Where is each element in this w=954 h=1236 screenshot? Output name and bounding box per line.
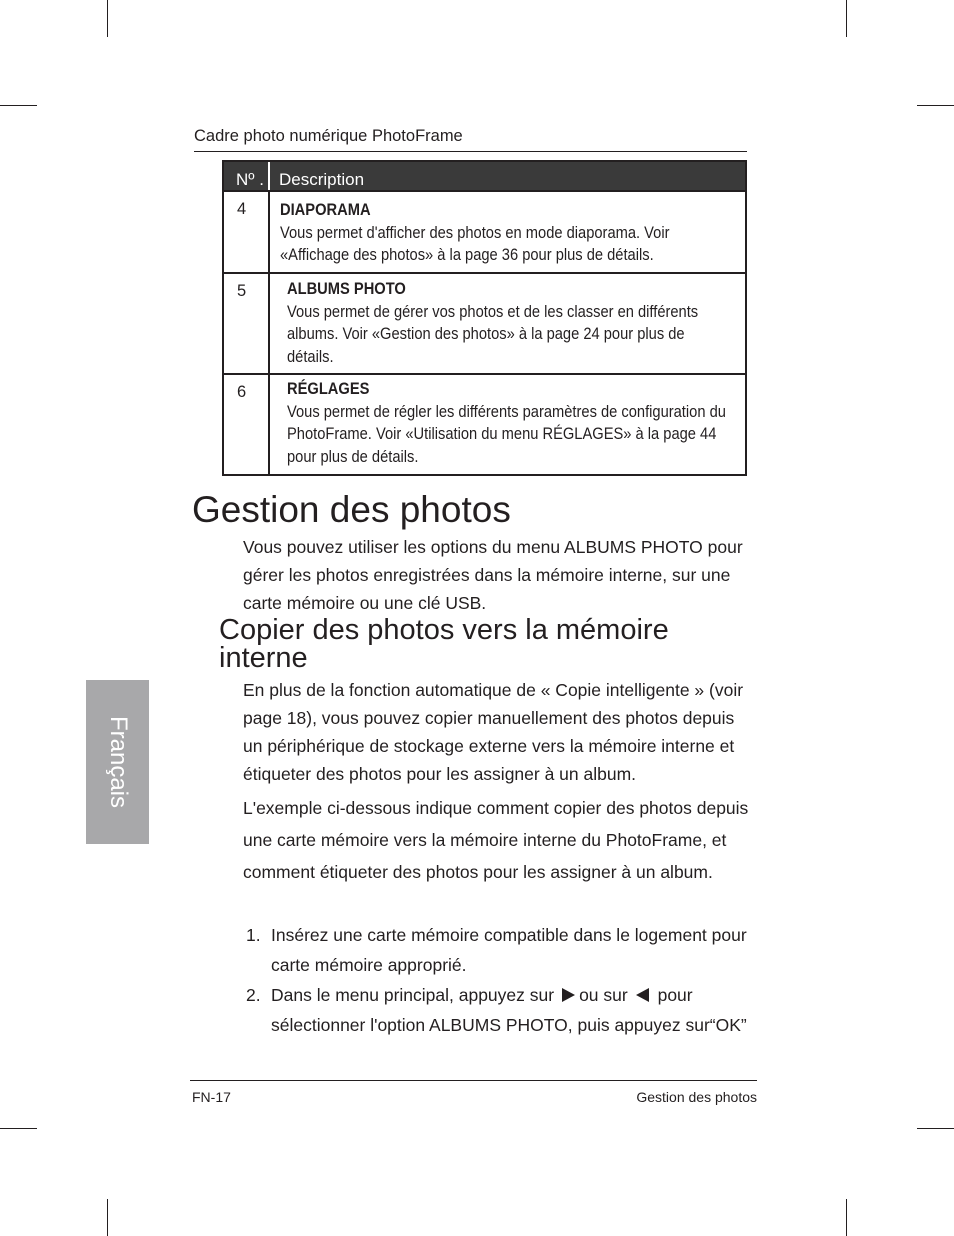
crop-mark <box>107 0 108 37</box>
subsection-title: Copier des photos vers la mémoire interne <box>219 614 669 674</box>
crop-mark <box>846 1199 847 1236</box>
page-number: FN-17 <box>192 1089 231 1105</box>
crop-mark <box>0 1128 37 1129</box>
header-rule <box>194 151 747 152</box>
crop-mark <box>917 1128 954 1129</box>
row-title: RÉGLAGES <box>287 380 370 398</box>
language-side-tab <box>86 680 149 844</box>
running-header: Cadre photo numérique PhotoFrame <box>194 127 463 145</box>
table-row <box>224 192 745 272</box>
table-header <box>224 162 745 192</box>
row-title: DIAPORAMA <box>280 201 371 219</box>
crop-mark <box>846 0 847 37</box>
row-description <box>287 278 732 368</box>
list-item <box>243 920 753 980</box>
list-item <box>243 980 753 1040</box>
footer-section: Gestion des photos <box>636 1089 757 1105</box>
row-number: 5 <box>237 282 247 300</box>
section-intro: Vous pouvez utiliser les options du menu ALBUMS PHOTO pour gérer les photos enregistrées dans la mémoire interne, sur une carte mémoire ou une clé USB. <box>243 537 743 613</box>
column-header-description: Description <box>279 170 365 189</box>
crop-mark <box>107 1199 108 1236</box>
crop-mark <box>917 105 954 106</box>
column-header-number: Nº . <box>236 170 264 189</box>
row-text: Vous permet de régler les différents paramètres de configuration du PhotoFrame. Voir «Utilisation du menu RÉGLAGES» à la page 44 pour plus de détails. <box>287 402 726 466</box>
row-number: 4 <box>237 200 247 218</box>
row-description <box>287 378 732 468</box>
subsection-paragraph: L'exemple ci-dessous indique comment copier des photos depuis une carte mémoire vers la mémoire interne du PhotoFrame, et comment étiqueter des photos pour les assigner à un album. <box>243 798 749 882</box>
steps-list <box>243 920 753 1040</box>
section-title: Gestion des photos <box>192 489 511 530</box>
step-number: 2. <box>246 985 261 1005</box>
subsection-paragraph: En plus de la fonction automatique de « Copie intelligente » (voir page 18), vous pouvez copier manuellement des photos depuis un périphérique de stockage externe vers la mémoire interne et étiqueter des photos pour les assigner à un album. <box>243 680 744 784</box>
step-text: Dans le menu principal, appuyez sur ou sur pour sélectionner l'option ALBUMS PHOTO, puis appuyez sur“OK” <box>271 985 747 1035</box>
footer-rule <box>190 1080 757 1081</box>
table-row <box>224 373 745 474</box>
table-row <box>224 272 745 373</box>
right-triangle-icon <box>562 988 575 1002</box>
row-number: 6 <box>237 383 247 401</box>
language-label: Français <box>104 715 132 809</box>
menu-options-table <box>222 160 747 476</box>
step-text: Insérez une carte mémoire compatible dans le logement pour carte mémoire approprié. <box>271 925 747 975</box>
row-text: Vous permet d'afficher des photos en mode diaporama. Voir «Affichage des photos» à la page 36 pour plus de détails. <box>280 223 670 264</box>
row-text: Vous permet de gérer vos photos et de les classer en différents albums. Voir «Gestion des photos» à la page 24 pour plus de détails. <box>287 302 699 366</box>
step-number: 1. <box>246 925 261 945</box>
left-triangle-icon <box>636 988 649 1002</box>
row-title: ALBUMS PHOTO <box>287 280 406 298</box>
row-description <box>280 199 725 267</box>
crop-mark <box>0 105 37 106</box>
